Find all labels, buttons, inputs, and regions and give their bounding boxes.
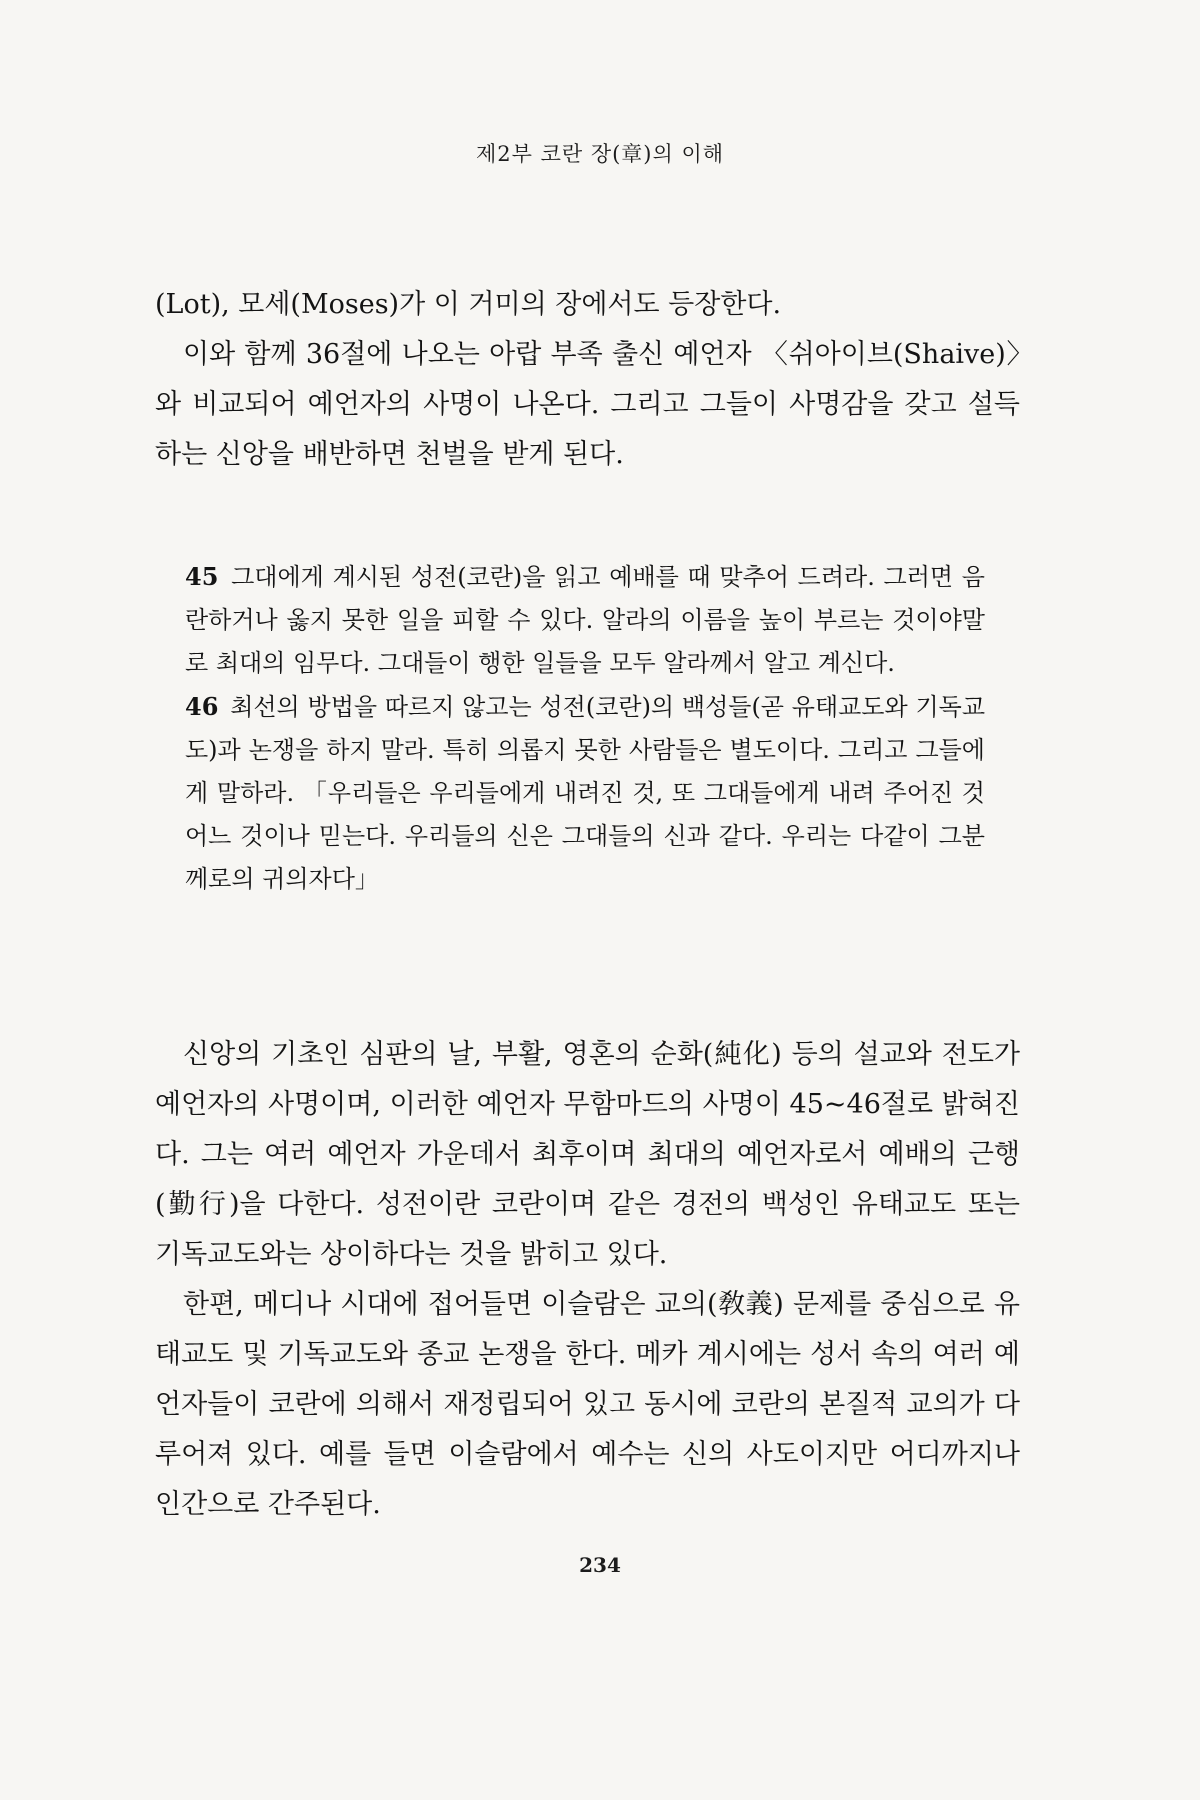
verse-number: 45 [185, 562, 219, 591]
commentary-paragraph: 한편, 메디나 시대에 접어들면 이슬람은 교의(敎義) 문제를 중심으로 유태교도 및 기독교도와 종교 논쟁을 한다. 메카 계시에는 성서 속의 여러 예언자들이 코란에 의해서 재정립되어 있고 동시에 코란의 본질적 교의가 다루어져 있다. 예를 들면 이슬람에서 예수는 신의 사도이지만 어디까지나 인간으로 간주된다. [155, 1289, 1020, 1520]
verse-text: 그대에게 계시된 성전(코란)을 읽고 예배를 때 맞추어 드려라. 그러면 음란하거나 옳지 못한 일을 피할 수 있다. 알라의 이름을 높이 부르는 것이야말로 최대의 임무다. 그대들이 행한 일들을 모두 알라께서 알고 계신다. [185, 563, 985, 677]
verse-number: 46 [185, 692, 219, 721]
scripture-quote [185, 555, 985, 901]
verse-45 [185, 555, 985, 685]
page-number: 234 [579, 1553, 621, 1577]
verse-46 [185, 685, 985, 901]
intro-paragraph: 이와 함께 36절에 나오는 아랍 부족 출신 예언자 〈쉬아이브(Shaive)〉와 비교되어 예언자의 사명이 나온다. 그리고 그들이 사명감을 갖고 설득하는 신앙을 배반하면 천벌을 받게 된다. [155, 339, 1020, 470]
verse-text: 최선의 방법을 따르지 않고는 성전(코란)의 백성들(곧 유태교도와 기독교도)과 논쟁을 하지 말라. 특히 의롭지 못한 사람들은 별도이다. 그리고 그들에게 말하라. 「우리들은 우리들에게 내려진 것, 또 그대들에게 내려 주어진 것 어느 것이나 믿는다. 우리들의 신은 그대들의 신과 같다. 우리는 다같이 그분께로의 귀의자다」 [185, 693, 985, 893]
running-header: 제2부 코란 장(章)의 이해 [475, 142, 725, 166]
intro-text [155, 280, 1020, 480]
commentary-text [155, 1030, 1020, 1530]
commentary-paragraph: 신앙의 기초인 심판의 날, 부활, 영혼의 순화(純化) 등의 설교와 전도가 예언자의 사명이며, 이러한 예언자 무함마드의 사명이 45~46절로 밝혀진다. 그는 여러 예언자 가운데서 최후이며 최대의 예언자로서 예배의 근행(勤行)을 다한다. 성전이란 코란이며 같은 경전의 백성인 유태교도 또는 기독교도와는 상이하다는 것을 밝히고 있다. [155, 1039, 1020, 1270]
intro-paragraph-continued: (Lot), 모세(Moses)가 이 거미의 장에서도 등장한다. [155, 289, 782, 320]
